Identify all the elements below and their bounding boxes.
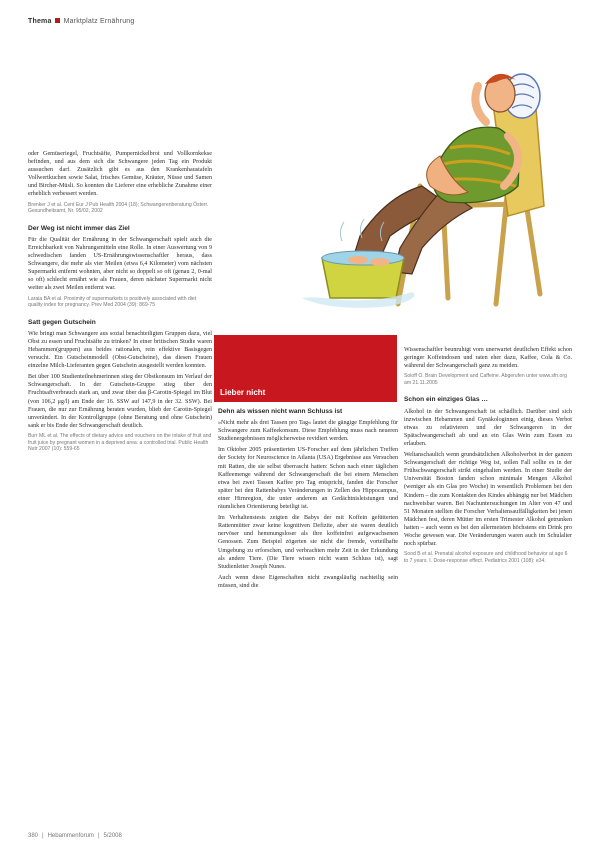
red-box-label: Lieber nicht: [220, 388, 266, 397]
topic-label: Marktplatz Ernährung: [63, 18, 135, 25]
left-heading-1: Der Weg ist nicht immer das Ziel: [28, 224, 130, 232]
footer-separator-2: |: [97, 833, 100, 839]
mid-paragraph-4: Auch wenn diese Eigenschaften nicht zwangsläufig nachteilig sein müssen, sind die: [218, 574, 398, 589]
mid-paragraph-2: Im Oktober 2005 präsentierten US-Forscher auf dem jährlichen Treffen der Society for Neuroscience in Atlanta (USA) Ergebnisse aus Versuchen mit Ratten, die sie selbst überrascht hatten: Schon nach einer täglichen Kaffeemenge während der Schwangerschaft die bei einem Menschen etwa bei zwei Tassen Kaffee pro Tag entspricht, fanden die Forscher später bei den Rattenbabys Veränderungen in Zellen des Hippocampus, einer Hirnregion, die unter anderem an Gedächtnisleistungen und räumlichen Orientierung beteiligt ist.: [218, 447, 398, 511]
right-paragraph-2: Weltanschaulich wenn grundsätzlichen Alkoholverbot in der ganzen Schwangerschaft der richtige Weg ist, sollen Fall sollte es in der Frühschwangerschaft strikt eingehalten werden. In einer Studie der Universität Boston fanden schon minimale Mengen Alkohol (weniger als ein Glas pro Woche) in wesentlich Problemen bei den Kindern – die zum Kontakten des Kindes abhängig nur bei Mädchen nachweisbar waren. Bei Nachuntersuchungen im Alter von 47 und 51 Monaten stellten die Forscher Verhaltensauffälligkeiten bei jenen Mädchen fest, deren Mütter im ersten Trimester Alkohol getrunken hatten – auch wenn es bei den allermeisten höchstens ein Drink pro Woche gewesen war. Die Veränderungen waren auch im Schulalter noch spürbar.: [404, 452, 572, 548]
page-number: 380: [28, 833, 39, 839]
left-reference-3: Burr ML et al. The effects of dietary advice and vouchers on the intake of fruit and fruit juice by pregnant women in a deprived area: a controlled trial. Public Health Nutr 2007 (10): 559-65: [28, 432, 212, 453]
illustration-man-footbath: [272, 36, 572, 336]
red-info-box: [214, 335, 397, 402]
left-paragraph-1: Für die Qualität der Ernährung in der Schwangerschaft spielt auch die Erreichbarkeit von Nahrungsmitteln eine Rolle. In einer Auswertung von 9 schwedischen fanden US-Ernährungswissenschaftler heraus, dass Schwangere, die mehr als vier Meilen (etwa 6,4 Kilometer) vom nächsten Supermarkt entfernt wohnten, aber nicht so doppelt so oft (genau 2, 0-mal so oft) schlecht ernährt wie als Frauen, deren nächster Supermarkt nicht weiter als zwei Meilen entfernt war.: [28, 236, 212, 292]
right-paragraph-1: Alkohol in der Schwangerschaft ist schädlich. Darüber sind sich inzwischen Hebammen und Gynäkologinnen einig, dieses Verbot etwas zu relativieren und der Schwangeren in der Spätschwangerschaft ab und an ein Glas Wein zum Essen zu erlauben.: [404, 408, 572, 447]
left-reference-2: Laraia BA et al. Proximity of supermarkets is positively associated with diet quality index for pregnancy. Prev Med 2004 (39): 869-75: [28, 295, 197, 309]
section-marker: [55, 18, 60, 23]
issue-number: 5/2008: [103, 833, 122, 839]
left-paragraph-3: Bei über 100 Studienteilnehmerinnen stieg der Obstkonsum im Verlauf der Schwangerschaft. In der Gutschein-Gruppe stieg über den Fruchtsaftverbrauch stark an, und zwar über das β-Carotin-Spiegel im Blut (von 106,2 μg/l) am Ende der 16. SSW auf 147,9 in der 32. SSW). Bei Frauen, die nur zur Ernährung beraten wurden, blieb der Carotin-Spiegel unverändert. In der Kontrollgruppe (ohne Beratung und ohne Gutschein) sank er bis Ende der Schwangerschaft deutlich.: [28, 374, 212, 429]
right-heading-1: Schon ein einziges Glas …: [404, 396, 488, 404]
page-header: [28, 18, 134, 25]
right-paragraph-0: Wissenschaftler beunruhigt vom unerwartet deutlichen Effekt schon geringer Koffeindosen und raten eher dazu, Kaffee, Cola & Co. während der Schwangerschaft ganz zu meiden.: [404, 347, 572, 370]
journal-name: Hebammenforum: [47, 833, 94, 839]
mid-paragraph-1: »Nicht mehr als drei Tassen pro Tag« lautet die gängige Empfehlung für Schwangere zum Kaffeekonsum. Diese Empfehlung muss nach neueren Studienergebnissen möglicherweise revidiert werden.: [218, 420, 398, 443]
footer-separator: |: [42, 833, 44, 839]
left-heading-2: Satt gegen Gutschein: [28, 318, 96, 326]
left-intro-paragraph: oder Gemüseriegel, Fruchtsäfte, Pumpernickelbrot und Vollkornkekse befinden, und aus dem sich die Schwangere jeden Tag ein Produkt aussuchen darf. Zusätzlich gibt es aus den Krankenhaustafeln Vollwertkuchen sowie Salat, frisches Gemüse, Kräuter, Nüsse und Samen und Bircher-Müsli. So konnten die Lieferer eine erhebliche Zunahme einer erheblich verbessert werden.: [28, 151, 212, 198]
left-paragraph-2: Wie bringt man Schwangere aus sozial benachteiligten Gruppen dazu, viel Obst zu essen und Fruchtsäfte zu trinken? In einer britischen Studie waren Hebammen(gruppen) aus beides rationalen, rein effektive Basisgegen versucht. Ein Gutscheinmodell (Obst-Gutscheine), das diesen Frauen einzelne Milch-Lieferanten gegen Gutschein ausgestellt werden konnten.: [28, 330, 212, 370]
section-label: Thema: [28, 18, 52, 25]
mid-heading-1: Dehn als wissen nicht wann Schluss ist: [218, 408, 343, 415]
left-reference-1: Brenker J et al. Cent Eur J Pub Health 2004 (18); Schwangerenberatung Österr. Gesundheitsamt, Nr. 95/02, 2002: [28, 201, 209, 215]
page-footer: [28, 833, 122, 839]
right-column: [404, 346, 572, 568]
mid-paragraph-3: Im Verhaltenstests zeigten die Babys der mit Koffein gefütterten Rattenmütter zwar keine kognitiven Defizite, aber sie waren deutlich nervöser und hemmungsloser als ihre koffeinfrei aufgewachsenen Genossen. Zum Beispiel zögerten sie nicht die fremde, vorteilhafte Umgebung zu erforschen, und verbrachten mehr Zeit in der Erkundung als andere Tiere. (Die Tiere wissen nicht wann Schluss ist), sagt Studienleiter Joseph Nunes.: [218, 515, 398, 570]
left-column: [28, 150, 212, 457]
right-reference-1: Sood B et al. Prenatal alcohol exposure and childhood behavior at age 6 to 7 years. I. Dose-response effect. Pediatrics 2001 (108): e34.: [404, 551, 568, 564]
right-reference-0: Soloff O. Brain Development and Caffeine. Abgerufen unter www.sfn.org am 21.11.2005: [404, 373, 567, 386]
middle-column: [218, 408, 398, 593]
